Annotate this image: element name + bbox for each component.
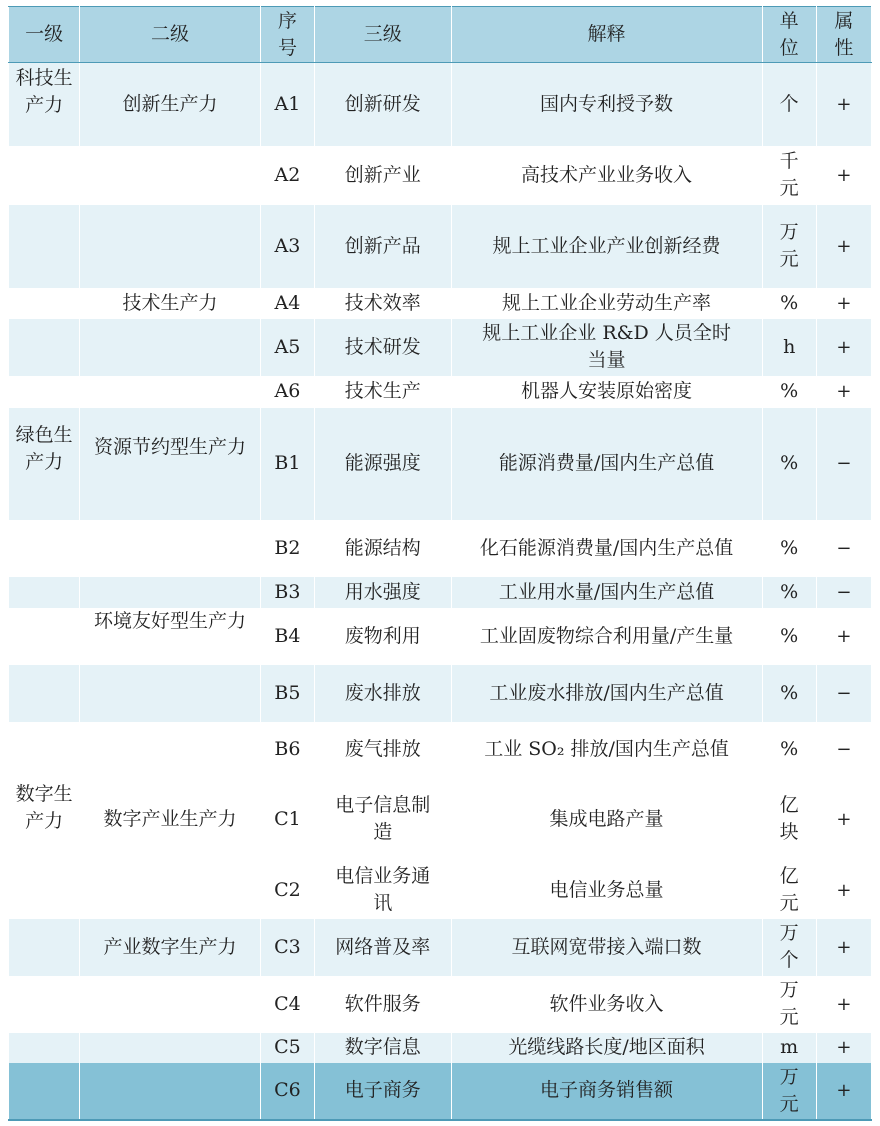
table-row — [9, 665, 872, 722]
level3-cell: 创新产业 — [315, 146, 451, 205]
unit-cell: 万个 — [762, 919, 816, 976]
attribute-cell: − — [816, 408, 871, 520]
table-row — [9, 63, 872, 146]
header-level2: 二级 — [80, 7, 261, 63]
level2-cell — [80, 376, 261, 408]
explanation-cell: 化石能源消费量/国内生产总值 — [451, 520, 762, 577]
level2-cell — [80, 146, 261, 205]
attribute-cell: + — [816, 319, 871, 376]
level3-cell: 创新产品 — [315, 205, 451, 288]
explanation-cell: 机器人安装原始密度 — [451, 376, 762, 408]
explanation-cell: 电信业务总量 — [451, 862, 762, 919]
table-row — [9, 288, 872, 319]
attribute-cell: + — [816, 376, 871, 408]
unit-cell: 万元 — [762, 1063, 816, 1120]
explanation-cell: 互联网宽带接入端口数 — [451, 919, 762, 976]
header-row — [9, 7, 872, 63]
table-row — [9, 319, 872, 376]
unit-cell: % — [762, 722, 816, 777]
level3-cell: 软件服务 — [315, 976, 451, 1033]
level1-cell — [9, 608, 80, 665]
explanation-cell: 能源消费量/国内生产总值 — [451, 408, 762, 520]
attribute-cell: + — [816, 1063, 871, 1120]
level3-cell: 能源强度 — [315, 408, 451, 520]
level3-cell: 能源结构 — [315, 520, 451, 577]
explanation-cell: 高技术产业业务收入 — [451, 146, 762, 205]
header-unit: 单位 — [762, 7, 816, 63]
attribute-cell: + — [816, 608, 871, 665]
level1-cell — [9, 319, 80, 376]
explanation-cell: 工业用水量/国内生产总值 — [451, 577, 762, 608]
explanation-cell: 规上工业企业产业创新经费 — [451, 205, 762, 288]
unit-cell: 亿块 — [762, 777, 816, 862]
unit-cell: 亿元 — [762, 862, 816, 919]
unit-cell: % — [762, 376, 816, 408]
table-row — [9, 919, 872, 976]
level2-cell: 资源节约型生产力 — [80, 408, 261, 520]
table-row — [9, 862, 872, 919]
explanation-cell: 工业 SO₂ 排放/国内生产总值 — [451, 722, 762, 777]
explanation-cell: 工业固废物综合利用量/产生量 — [451, 608, 762, 665]
level2-cell — [80, 722, 261, 777]
unit-cell: 万元 — [762, 205, 816, 288]
index-cell: B4 — [260, 608, 314, 665]
level3-cell: 技术研发 — [315, 319, 451, 376]
index-cell: C3 — [260, 919, 314, 976]
table-row — [9, 205, 872, 288]
unit-cell: % — [762, 288, 816, 319]
level3-cell: 数字信息 — [315, 1033, 451, 1063]
level1-cell — [9, 288, 80, 319]
index-cell: C2 — [260, 862, 314, 919]
table-row — [9, 408, 872, 520]
unit-cell: % — [762, 577, 816, 608]
indicator-table — [8, 6, 872, 1121]
level1-cell — [9, 376, 80, 408]
level1-cell: 数字生产力 — [9, 777, 80, 862]
table-row — [9, 1063, 872, 1120]
level3-cell: 废水排放 — [315, 665, 451, 722]
level2-cell — [80, 205, 261, 288]
level3-cell: 电子商务 — [315, 1063, 451, 1120]
level1-cell — [9, 205, 80, 288]
index-cell: B3 — [260, 577, 314, 608]
index-cell: B1 — [260, 408, 314, 520]
level1-cell — [9, 146, 80, 205]
attribute-cell: − — [816, 577, 871, 608]
explanation-cell: 规上工业企业 R&D 人员全时当量 — [451, 319, 762, 376]
attribute-cell: + — [816, 205, 871, 288]
level1-cell: 科技生产力 — [9, 63, 80, 146]
level3-cell: 废气排放 — [315, 722, 451, 777]
index-cell: A5 — [260, 319, 314, 376]
header-level1: 一级 — [9, 7, 80, 63]
attribute-cell: + — [816, 63, 871, 146]
unit-cell: % — [762, 408, 816, 520]
level3-cell: 网络普及率 — [315, 919, 451, 976]
attribute-cell: + — [816, 976, 871, 1033]
level3-cell: 技术生产 — [315, 376, 451, 408]
table-row — [9, 520, 872, 577]
level2-cell: 环境友好型生产力 — [80, 608, 261, 665]
level2-cell — [80, 319, 261, 376]
index-cell: A1 — [260, 63, 314, 146]
unit-cell: 万元 — [762, 976, 816, 1033]
level1-cell — [9, 976, 80, 1033]
index-cell: C1 — [260, 777, 314, 862]
level2-cell: 技术生产力 — [80, 288, 261, 319]
header-level3: 三级 — [315, 7, 451, 63]
level2-cell — [80, 1063, 261, 1120]
attribute-cell: + — [816, 1033, 871, 1063]
attribute-cell: − — [816, 722, 871, 777]
level3-cell: 创新研发 — [315, 63, 451, 146]
level2-cell: 产业数字生产力 — [80, 919, 261, 976]
level2-cell — [80, 520, 261, 577]
level3-cell: 电信业务通讯 — [315, 862, 451, 919]
index-cell: C4 — [260, 976, 314, 1033]
level1-cell — [9, 919, 80, 976]
level1-cell — [9, 862, 80, 919]
table-row — [9, 1033, 872, 1063]
index-cell: A2 — [260, 146, 314, 205]
unit-cell: 个 — [762, 63, 816, 146]
header-index: 序号 — [260, 7, 314, 63]
level1-cell — [9, 665, 80, 722]
header-explanation: 解释 — [451, 7, 762, 63]
explanation-cell: 电子商务销售额 — [451, 1063, 762, 1120]
attribute-cell: + — [816, 919, 871, 976]
unit-cell: % — [762, 665, 816, 722]
unit-cell: h — [762, 319, 816, 376]
index-cell: A3 — [260, 205, 314, 288]
level1-cell — [9, 1033, 80, 1063]
header-attribute: 属性 — [816, 7, 871, 63]
level2-cell: 创新生产力 — [80, 63, 261, 146]
attribute-cell: + — [816, 777, 871, 862]
level2-cell: 数字产业生产力 — [80, 777, 261, 862]
explanation-cell: 规上工业企业劳动生产率 — [451, 288, 762, 319]
level2-cell — [80, 577, 261, 608]
attribute-cell: + — [816, 862, 871, 919]
explanation-cell: 国内专利授予数 — [451, 63, 762, 146]
level2-cell — [80, 862, 261, 919]
table-row — [9, 976, 872, 1033]
attribute-cell: − — [816, 520, 871, 577]
level3-cell: 废物利用 — [315, 608, 451, 665]
unit-cell: 千元 — [762, 146, 816, 205]
explanation-cell: 集成电路产量 — [451, 777, 762, 862]
index-cell: C5 — [260, 1033, 314, 1063]
level1-cell: 绿色生产力 — [9, 408, 80, 520]
level3-cell: 技术效率 — [315, 288, 451, 319]
index-cell: B6 — [260, 722, 314, 777]
level3-cell: 电子信息制造 — [315, 777, 451, 862]
explanation-cell: 光缆线路长度/地区面积 — [451, 1033, 762, 1063]
level1-cell — [9, 722, 80, 777]
level1-cell — [9, 577, 80, 608]
table-row — [9, 577, 872, 608]
unit-cell: % — [762, 520, 816, 577]
level2-cell — [80, 976, 261, 1033]
explanation-cell: 软件业务收入 — [451, 976, 762, 1033]
unit-cell: % — [762, 608, 816, 665]
explanation-cell: 工业废水排放/国内生产总值 — [451, 665, 762, 722]
table-row — [9, 608, 872, 665]
unit-cell: m — [762, 1033, 816, 1063]
index-cell: A4 — [260, 288, 314, 319]
level2-cell — [80, 665, 261, 722]
index-cell: B5 — [260, 665, 314, 722]
level2-cell — [80, 1033, 261, 1063]
attribute-cell: + — [816, 146, 871, 205]
table-row — [9, 376, 872, 408]
attribute-cell: + — [816, 288, 871, 319]
table-row — [9, 146, 872, 205]
table-row — [9, 722, 872, 777]
attribute-cell: − — [816, 665, 871, 722]
level3-cell: 用水强度 — [315, 577, 451, 608]
index-cell: A6 — [260, 376, 314, 408]
index-cell: B2 — [260, 520, 314, 577]
index-cell: C6 — [260, 1063, 314, 1120]
level1-cell — [9, 1063, 80, 1120]
table-row — [9, 777, 872, 862]
level1-cell — [9, 520, 80, 577]
